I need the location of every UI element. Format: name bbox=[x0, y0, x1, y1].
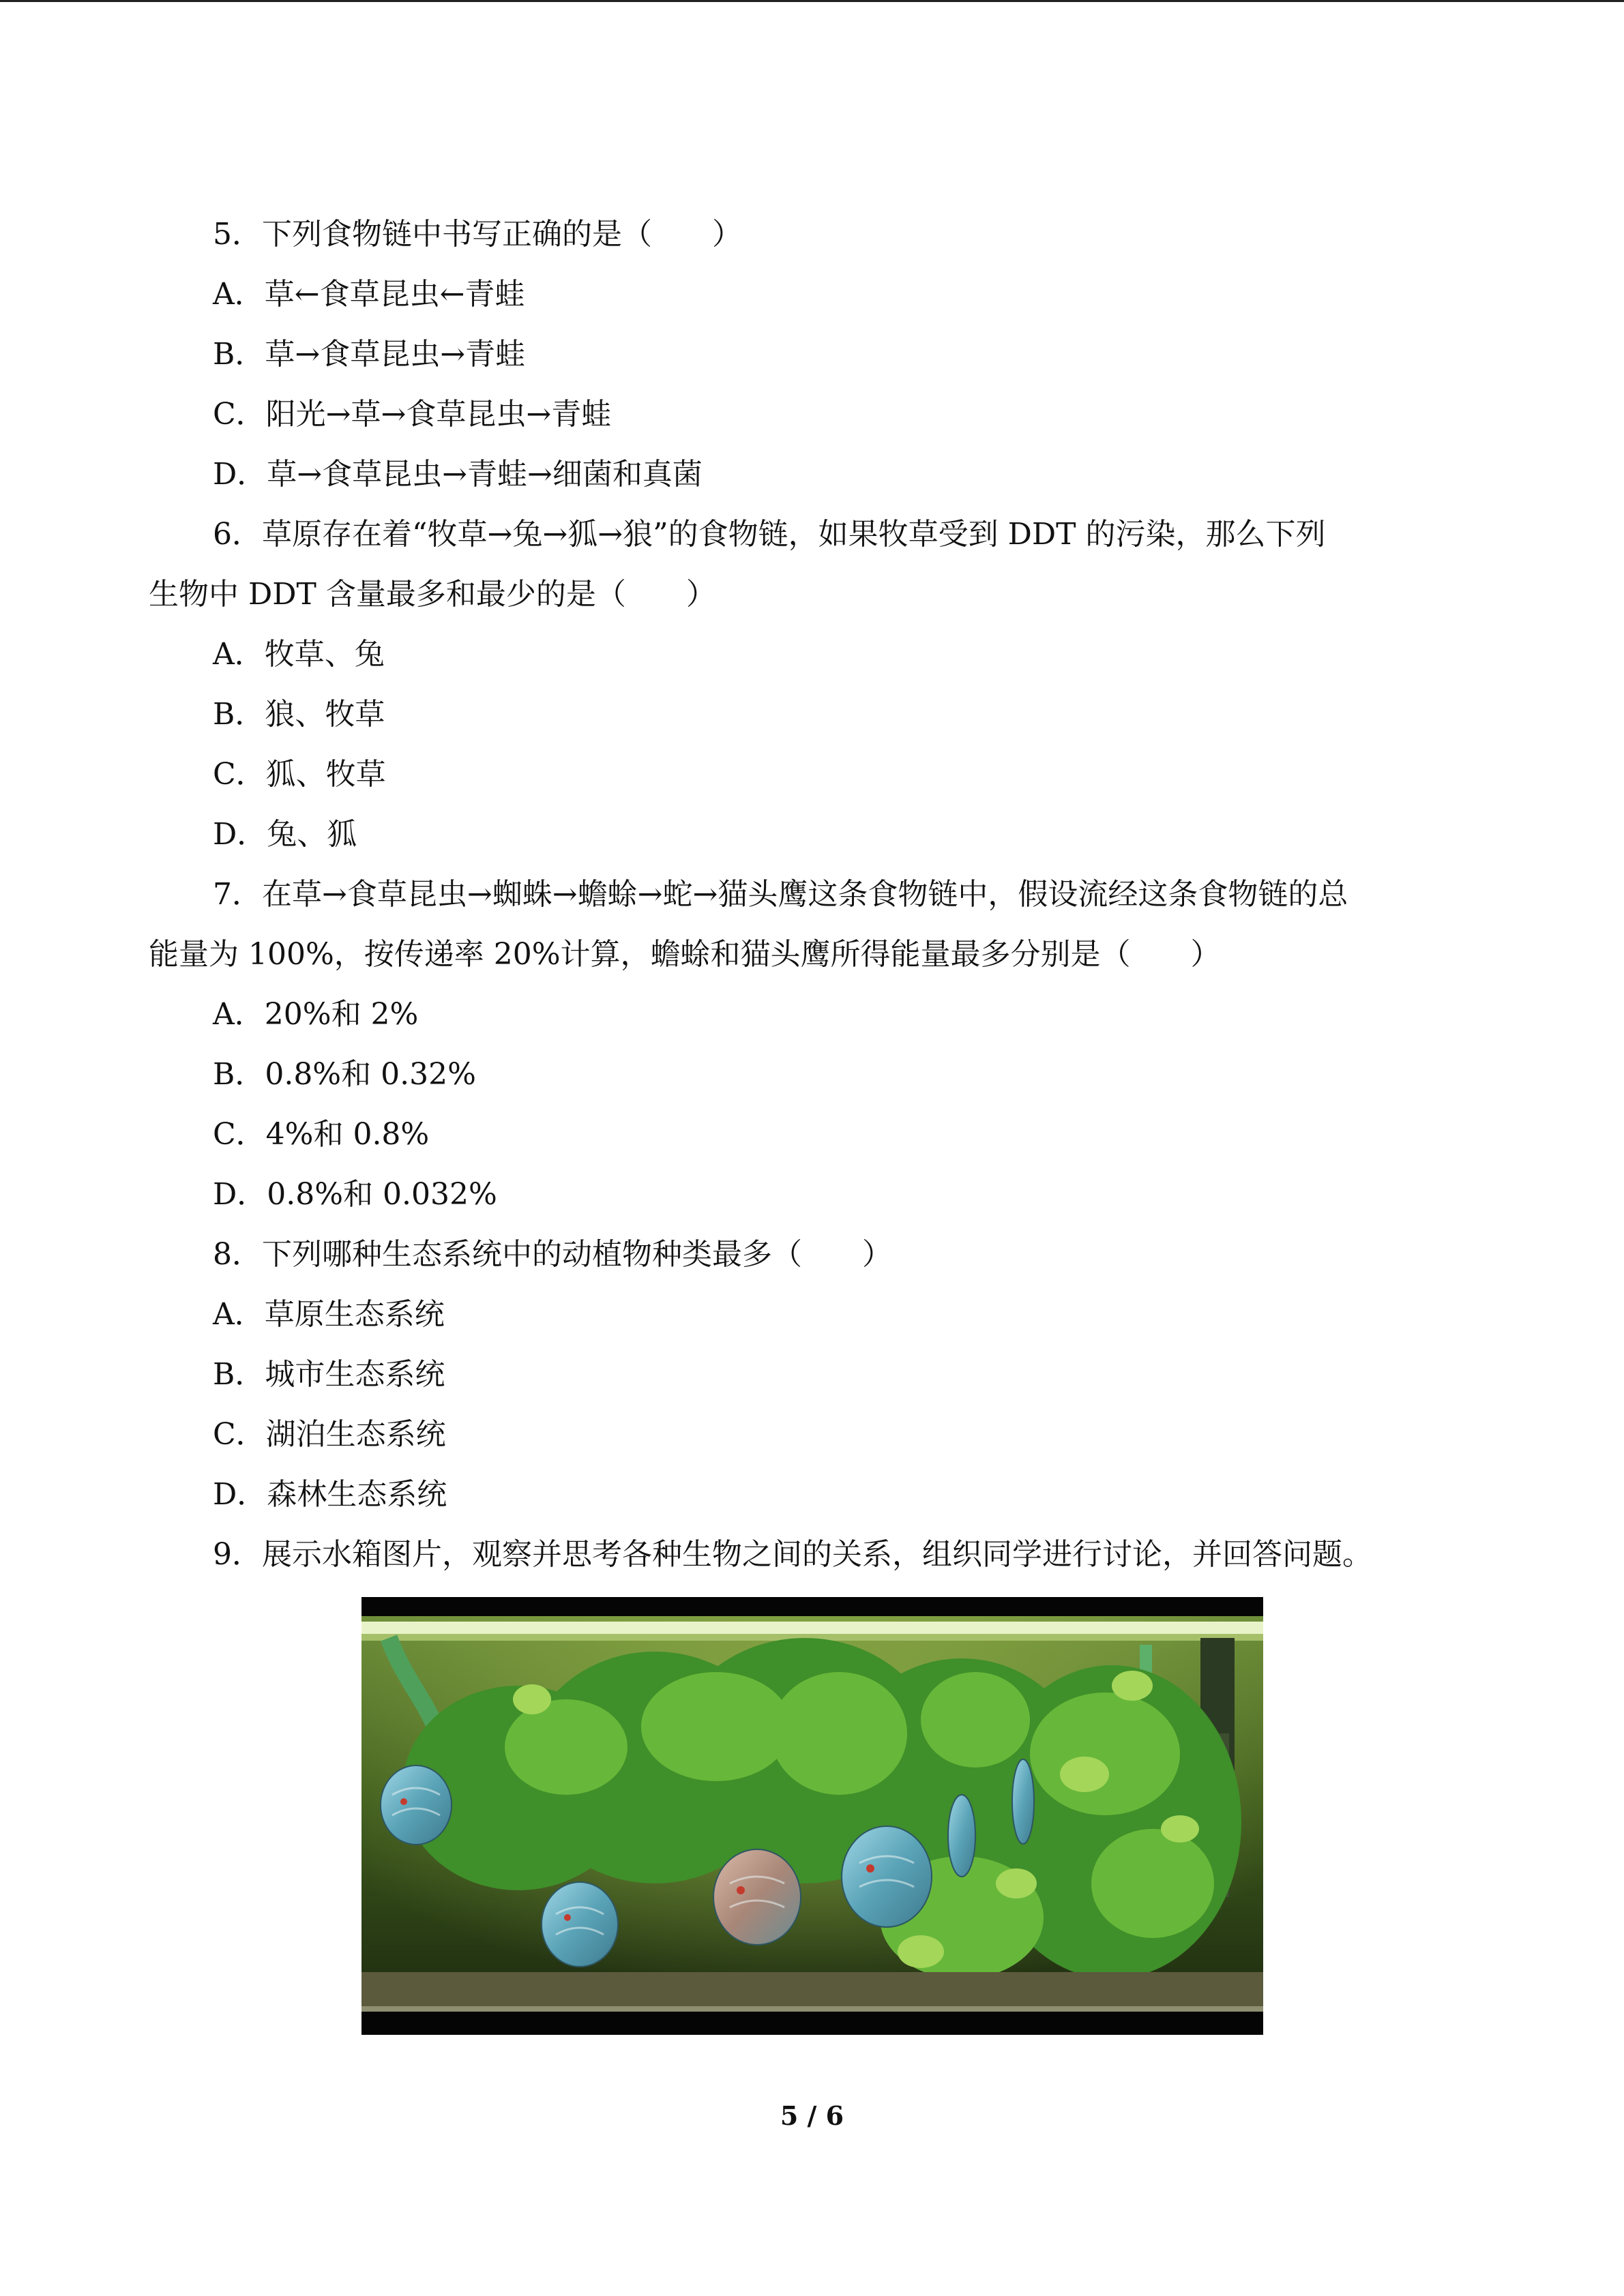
q7-option-b: B．0.8%和 0.32% bbox=[213, 1057, 476, 1092]
q6-stem-line1: 6．草原存在着“牧草→兔→狐→狼”的食物链，如果牧草受到 DDT 的污染，那么下列 bbox=[213, 517, 1326, 552]
page-number: 5 / 6 bbox=[780, 2100, 844, 2131]
q9-stem: 9．展示水箱图片，观察并思考各种生物之间的关系，组织同学进行讨论，并回答问题。 bbox=[213, 1537, 1372, 1572]
q8-option-c: C．湖泊生态系统 bbox=[213, 1417, 446, 1452]
aquarium-illustration bbox=[361, 1597, 1263, 2035]
q8-option-b: B．城市生态系统 bbox=[213, 1357, 445, 1392]
q6-option-c: C．狐、牧草 bbox=[213, 757, 386, 792]
q5-option-d: D．草→食草昆虫→青蛙→细菌和真菌 bbox=[213, 457, 703, 492]
q8-option-a: A．草原生态系统 bbox=[213, 1297, 445, 1332]
q6-option-d: D．兔、狐 bbox=[213, 817, 357, 852]
q5-stem: 5．下列食物链中书写正确的是（ ） bbox=[213, 217, 742, 252]
q8-option-d: D．森林生态系统 bbox=[213, 1477, 447, 1512]
q8-stem: 8．下列哪种生态系统中的动植物种类最多（ ） bbox=[213, 1237, 892, 1272]
q6-option-b: B．狼、牧草 bbox=[213, 697, 385, 732]
q5-option-a: A．草←食草昆虫←青蛙 bbox=[213, 277, 525, 312]
q7-stem-line1: 7．在草→食草昆虫→蜘蛛→蟾蜍→蛇→猫头鹰这条食物链中，假设流经这条食物链的总 bbox=[213, 877, 1348, 912]
question-content bbox=[149, 205, 1472, 1585]
q7-option-d: D．0.8%和 0.032% bbox=[213, 1177, 497, 1212]
q6-option-a: A．牧草、兔 bbox=[213, 637, 385, 672]
q6-stem-line2: 生物中 DDT 含量最多和最少的是（ ） bbox=[149, 577, 716, 612]
q5-option-c: C．阳光→草→食草昆虫→青蛙 bbox=[213, 397, 612, 432]
q7-option-a: A．20%和 2% bbox=[213, 997, 419, 1032]
aquarium-photo bbox=[361, 1597, 1263, 2035]
q5-option-b: B．草→食草昆虫→青蛙 bbox=[213, 337, 526, 372]
q7-option-c: C．4%和 0.8% bbox=[213, 1117, 430, 1152]
page-top-rule bbox=[0, 0, 1624, 2]
q7-stem-line2: 能量为 100%，按传递率 20%计算，蟾蜍和猫头鹰所得能量最多分别是（ ） bbox=[149, 937, 1221, 972]
